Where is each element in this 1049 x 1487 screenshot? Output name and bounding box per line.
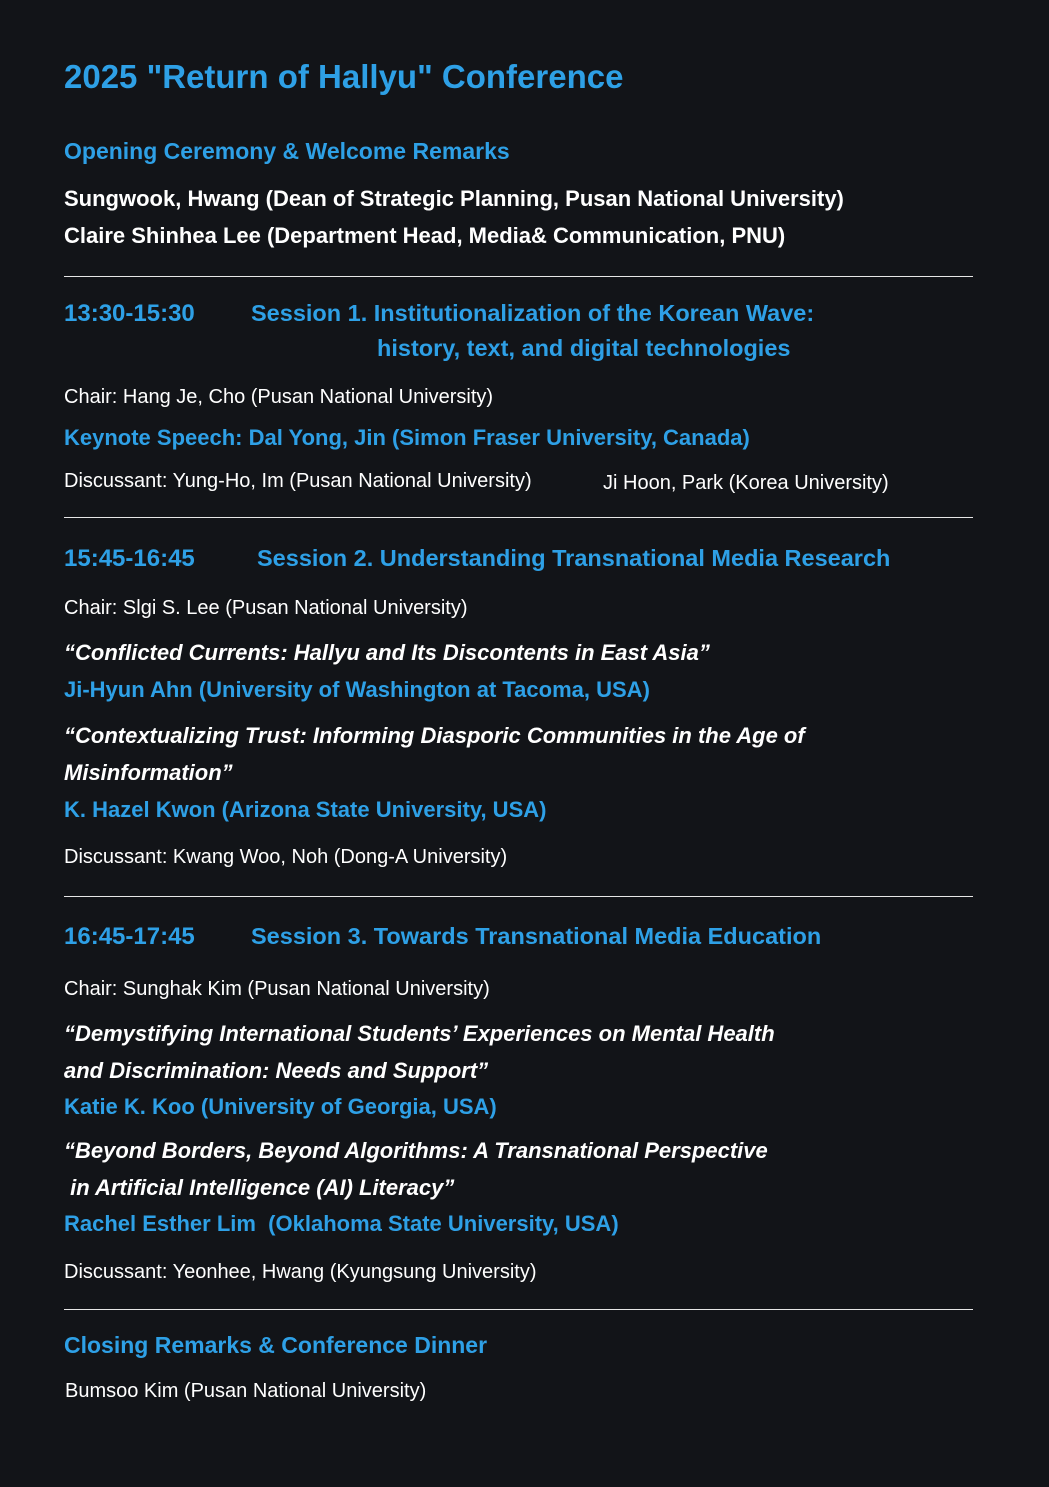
divider [64, 517, 973, 518]
session3-paper2-presenter: Rachel Esther Lim (Oklahoma State University, USA) [64, 1211, 619, 1236]
session3-paper1-title-line2: and Discrimination: Needs and Support” [64, 1058, 489, 1083]
session1-title-line1: Session 1. Institutionalization of the Korean Wave: [251, 300, 815, 326]
session1-chair: Chair: Hang Je, Cho (Pusan National University) [64, 386, 494, 408]
opening-speaker-1: Sungwook, Hwang (Dean of Strategic Planning, Pusan National University) [64, 186, 844, 211]
session1-discussant-1: Discussant: Yung-Ho, Im (Pusan National University) [64, 470, 532, 492]
session1-discussant-2: Ji Hoon, Park (Korea University) [603, 472, 889, 494]
divider [64, 896, 973, 897]
closing-speaker: Bumsoo Kim (Pusan National University) [65, 1380, 427, 1402]
session1-keynote: Keynote Speech: Dal Yong, Jin (Simon Fraser University, Canada) [64, 425, 750, 450]
session2-chair: Chair: Slgi S. Lee (Pusan National University) [64, 597, 468, 619]
session2-paper1-title: “Conflicted Currents: Hallyu and Its Discontents in East Asia” [64, 640, 710, 665]
session3-paper2-title-line2: in Artificial Intelligence (AI) Literacy” [64, 1175, 455, 1200]
divider [64, 1309, 973, 1310]
session3-time: 16:45-17:45 [64, 923, 195, 950]
session2-paper2-title-line2: Misinformation” [64, 760, 233, 785]
session3-paper1-title-line1: “Demystifying International Students’ Experiences on Mental Health [64, 1021, 775, 1046]
session2-time: 15:45-16:45 [64, 545, 195, 572]
session2-discussant: Discussant: Kwang Woo, Noh (Dong-A University) [64, 846, 508, 868]
session3-discussant: Discussant: Yeonhee, Hwang (Kyungsung University) [64, 1261, 537, 1283]
opening-speaker-2: Claire Shinhea Lee (Department Head, Media& Communication, PNU) [64, 223, 786, 248]
session3-paper2-title-line1: “Beyond Borders, Beyond Algorithms: A Transnational Perspective [64, 1138, 768, 1163]
divider [64, 276, 973, 277]
session3-chair: Chair: Sunghak Kim (Pusan National University) [64, 978, 490, 1000]
session1-title-line2: history, text, and digital technologies [377, 335, 791, 361]
closing-heading: Closing Remarks & Conference Dinner [64, 1332, 488, 1358]
session2-paper2-title-line1: “Contextualizing Trust: Informing Diasporic Communities in the Age of [64, 723, 805, 748]
opening-heading: Opening Ceremony & Welcome Remarks [64, 138, 510, 164]
session2-paper1-presenter: Ji-Hyun Ahn (University of Washington at Tacoma, USA) [64, 677, 650, 702]
session2-title: Session 2. Understanding Transnational Media Research [257, 545, 891, 571]
session3-title: Session 3. Towards Transnational Media Education [251, 923, 822, 949]
page-title: 2025 "Return of Hallyu" Conference [64, 58, 624, 95]
session2-paper2-presenter: K. Hazel Kwon (Arizona State University, USA) [64, 797, 547, 822]
session1-time: 13:30-15:30 [64, 300, 195, 327]
session3-paper1-presenter: Katie K. Koo (University of Georgia, USA) [64, 1094, 497, 1119]
